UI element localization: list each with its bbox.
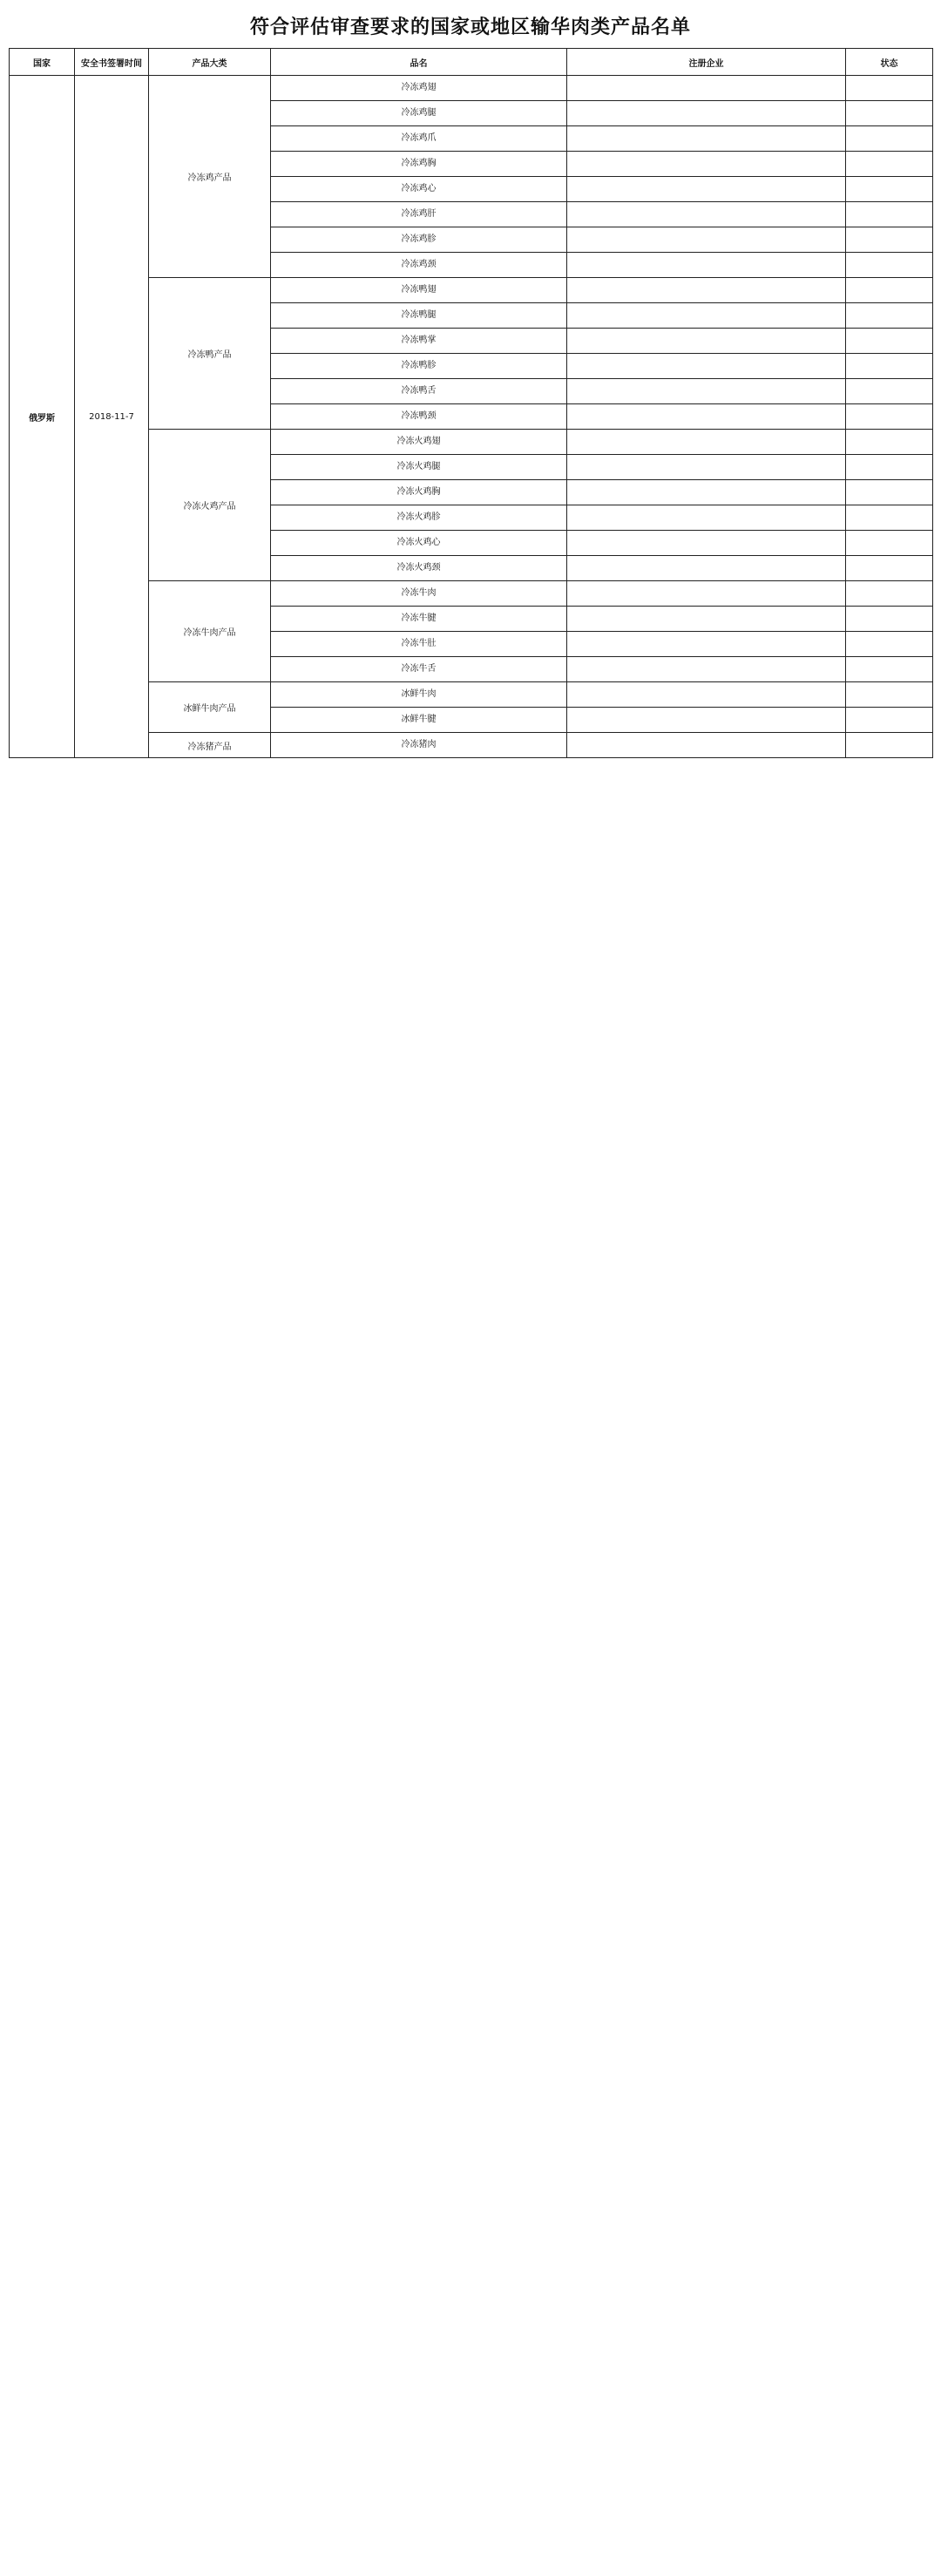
status-cell xyxy=(846,657,933,682)
registration-cell xyxy=(567,227,846,253)
product-name: 冷冻鸡肝 xyxy=(271,202,567,227)
product-name: 冷冻鸭颈 xyxy=(271,404,567,430)
registration-cell xyxy=(567,632,846,657)
category-cell: 冷冻鸡产品 xyxy=(149,76,271,278)
status-cell xyxy=(846,556,933,581)
status-cell xyxy=(846,101,933,126)
col-registration: 注册企业 xyxy=(567,49,846,76)
registration-cell xyxy=(567,531,846,556)
registration-cell xyxy=(567,253,846,278)
status-cell xyxy=(846,430,933,455)
product-name: 冷冻鸭腿 xyxy=(271,303,567,329)
product-name: 冷冻火鸡胗 xyxy=(271,505,567,531)
status-cell xyxy=(846,303,933,329)
col-country: 国家 xyxy=(10,49,75,76)
status-cell xyxy=(846,531,933,556)
product-name: 冷冻火鸡翅 xyxy=(271,430,567,455)
product-name: 冷冻牛腱 xyxy=(271,607,567,632)
status-cell xyxy=(846,329,933,354)
registration-cell xyxy=(567,581,846,607)
product-name: 冷冻猪肉 xyxy=(271,733,567,758)
product-name: 冷冻鸡爪 xyxy=(271,126,567,152)
registration-cell xyxy=(567,126,846,152)
product-name: 冷冻火鸡心 xyxy=(271,531,567,556)
status-cell xyxy=(846,227,933,253)
status-cell xyxy=(846,152,933,177)
status-cell xyxy=(846,177,933,202)
registration-cell xyxy=(567,379,846,404)
product-name: 冷冻牛肚 xyxy=(271,632,567,657)
col-category: 产品大类 xyxy=(149,49,271,76)
status-cell xyxy=(846,733,933,758)
registration-cell xyxy=(567,329,846,354)
registration-cell xyxy=(567,480,846,505)
registration-cell xyxy=(567,202,846,227)
category-cell: 冰鲜牛肉产品 xyxy=(149,682,271,733)
col-product: 品名 xyxy=(271,49,567,76)
status-cell xyxy=(846,505,933,531)
page-title: 符合评估审查要求的国家或地区输华肉类产品名单 xyxy=(249,17,691,38)
category-cell: 冷冻牛肉产品 xyxy=(149,581,271,682)
product-name: 冷冻牛舌 xyxy=(271,657,567,682)
product-name: 冷冻鸡颈 xyxy=(271,253,567,278)
product-name: 冷冻鸡胸 xyxy=(271,152,567,177)
category-cell: 冷冻鸭产品 xyxy=(149,278,271,430)
status-cell xyxy=(846,708,933,733)
status-cell xyxy=(846,607,933,632)
status-cell xyxy=(846,76,933,101)
table-header-row xyxy=(10,49,933,76)
registration-cell xyxy=(567,278,846,303)
status-cell xyxy=(846,202,933,227)
registration-cell xyxy=(567,708,846,733)
status-cell xyxy=(846,404,933,430)
product-name: 冷冻鸡翅 xyxy=(271,76,567,101)
category-cell: 冷冻火鸡产品 xyxy=(149,430,271,581)
country-cell: 俄罗斯 xyxy=(10,76,75,758)
registration-cell xyxy=(567,430,846,455)
registration-cell xyxy=(567,733,846,758)
table-body xyxy=(10,76,933,758)
registration-cell xyxy=(567,76,846,101)
registration-cell xyxy=(567,682,846,708)
registration-cell xyxy=(567,607,846,632)
product-name: 冷冻鸭翅 xyxy=(271,278,567,303)
registration-cell xyxy=(567,354,846,379)
status-cell xyxy=(846,682,933,708)
registration-cell xyxy=(567,404,846,430)
col-date: 安全书签署时间 xyxy=(75,49,149,76)
registration-cell xyxy=(567,556,846,581)
product-name: 冷冻鸭掌 xyxy=(271,329,567,354)
product-name: 冰鲜牛肉 xyxy=(271,682,567,708)
registration-cell xyxy=(567,152,846,177)
product-name: 冷冻鸡腿 xyxy=(271,101,567,126)
product-name: 冷冻火鸡颈 xyxy=(271,556,567,581)
category-cell: 冷冻猪产品 xyxy=(149,733,271,758)
product-name: 冷冻火鸡胸 xyxy=(271,480,567,505)
product-name: 冰鲜牛腱 xyxy=(271,708,567,733)
registration-cell xyxy=(567,101,846,126)
product-name: 冷冻鸡心 xyxy=(271,177,567,202)
product-name: 冷冻鸭胗 xyxy=(271,354,567,379)
registration-cell xyxy=(567,177,846,202)
product-name: 冷冻鸭舌 xyxy=(271,379,567,404)
col-status: 状态 xyxy=(846,49,933,76)
status-cell xyxy=(846,253,933,278)
table-row xyxy=(10,76,933,101)
status-cell xyxy=(846,379,933,404)
product-name: 冷冻牛肉 xyxy=(271,581,567,607)
registration-cell xyxy=(567,303,846,329)
registration-cell xyxy=(567,657,846,682)
status-cell xyxy=(846,632,933,657)
date-cell: 2018-11-7 xyxy=(75,76,149,758)
product-table xyxy=(9,48,933,758)
product-name: 冷冻火鸡腿 xyxy=(271,455,567,480)
registration-cell xyxy=(567,455,846,480)
status-cell xyxy=(846,480,933,505)
status-cell xyxy=(846,278,933,303)
product-name: 冷冻鸡胗 xyxy=(271,227,567,253)
status-cell xyxy=(846,354,933,379)
status-cell xyxy=(846,581,933,607)
status-cell xyxy=(846,126,933,152)
status-cell xyxy=(846,455,933,480)
registration-cell xyxy=(567,505,846,531)
